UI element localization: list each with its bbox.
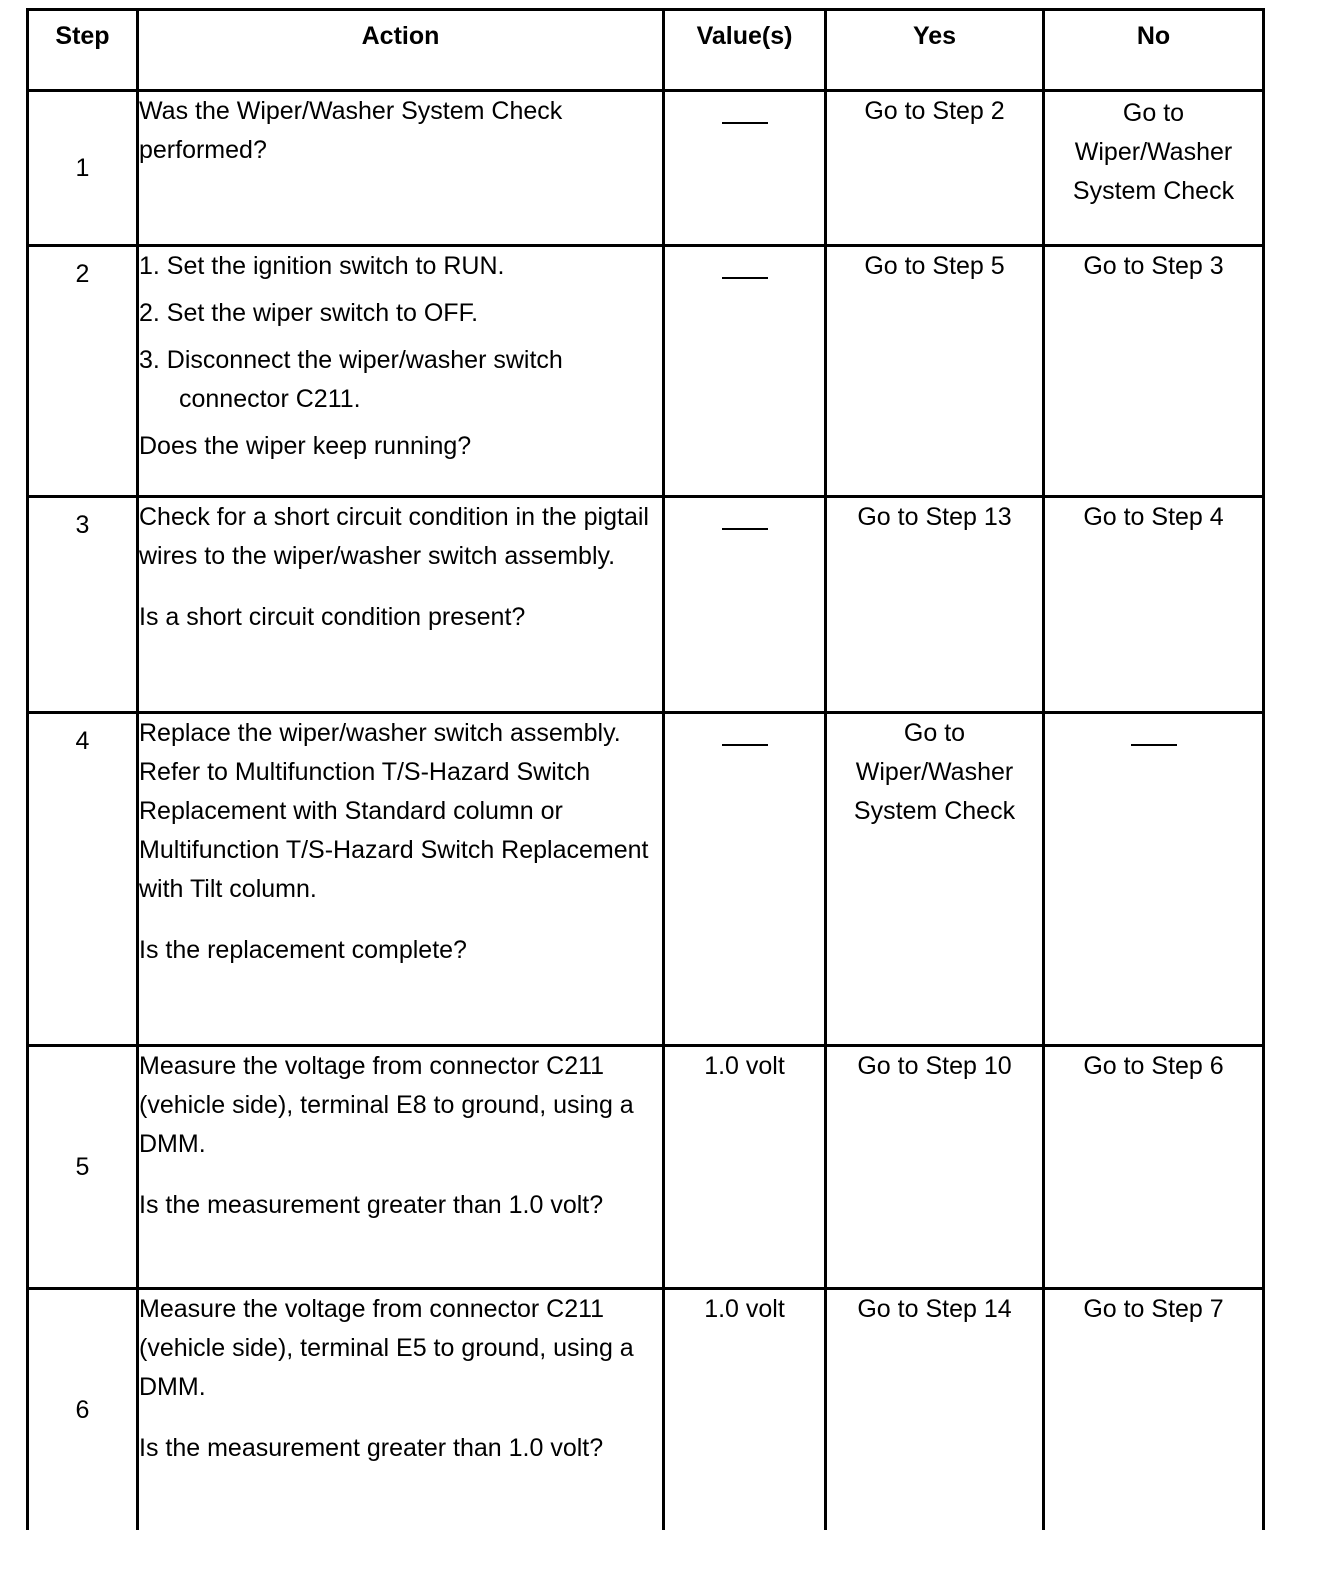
yes-cell: Go to Step 13 [826, 497, 1044, 713]
action-text: Check for a short circuit condition in the pigtail wires to the wiper/washer switch assembly. [139, 503, 649, 570]
action-text: Replace the wiper/washer switch assembly. Refer to Multifunction T/S-Hazard Switch Replacement with Standard column or Multifunction T/S-Hazard Switch Replacement with Tilt column. [139, 719, 649, 903]
table-row [28, 713, 1264, 1046]
step-number: 1 [28, 91, 138, 246]
step-number: 6 [28, 1289, 138, 1531]
value-cell [664, 713, 826, 1046]
action-list [139, 247, 662, 419]
value-dash [722, 277, 768, 279]
value-cell: 1.0 volt [664, 1289, 826, 1531]
step-number: 5 [28, 1046, 138, 1289]
action-cell [138, 713, 664, 1046]
value-cell [664, 91, 826, 246]
no-dash [1131, 744, 1177, 746]
yes-cell: Go to Step 14 [826, 1289, 1044, 1531]
action-question: Is the replacement complete? [139, 936, 467, 964]
step-number: 2 [28, 246, 138, 497]
header-action: Action [138, 10, 664, 91]
yes-cell: Go to Step 10 [826, 1046, 1044, 1289]
action-cell [138, 91, 664, 246]
header-row [28, 10, 1264, 91]
action-list-item: 1. Set the ignition switch to RUN. [139, 252, 505, 280]
action-question: Is the measurement greater than 1.0 volt? [139, 1434, 604, 1462]
no-cell: Go to Wiper/Washer System Check [1044, 91, 1264, 246]
action-question: Is the measurement greater than 1.0 volt? [139, 1191, 604, 1219]
yes-cell: Go to Step 2 [826, 91, 1044, 246]
action-text: Was the Wiper/Washer System Check performed? [139, 97, 563, 164]
table-row [28, 497, 1264, 713]
value-dash [722, 528, 768, 530]
action-cell [138, 1046, 664, 1289]
no-cell: Go to Step 3 [1044, 246, 1264, 497]
action-question: Is a short circuit condition present? [139, 603, 526, 631]
action-text: Measure the voltage from connector C211 (vehicle side), terminal E8 to ground, using a DMM. [139, 1052, 634, 1158]
yes-cell: Go to Step 5 [826, 246, 1044, 497]
yes-cell: Go to Wiper/Washer System Check [826, 713, 1044, 1046]
action-cell [138, 497, 664, 713]
table-row [28, 1289, 1264, 1531]
header-step: Step [28, 10, 138, 91]
no-cell: Go to Step 7 [1044, 1289, 1264, 1531]
action-list-item: 3. Disconnect the wiper/washer switch connector C211. [139, 346, 563, 413]
value-cell [664, 246, 826, 497]
value-cell: 1.0 volt [664, 1046, 826, 1289]
no-cell: Go to Step 6 [1044, 1046, 1264, 1289]
action-list-item: 2. Set the wiper switch to OFF. [139, 299, 479, 327]
diagnostic-table [26, 8, 1265, 1530]
action-question: Does the wiper keep running? [139, 432, 472, 460]
no-cell [1044, 713, 1264, 1046]
table-row [28, 91, 1264, 246]
step-number: 4 [28, 713, 138, 1046]
action-cell [138, 1289, 664, 1531]
table-row [28, 1046, 1264, 1289]
table-row [28, 246, 1264, 497]
action-text: Measure the voltage from connector C211 (vehicle side), terminal E5 to ground, using a DMM. [139, 1295, 634, 1401]
value-dash [722, 122, 768, 124]
value-dash [722, 744, 768, 746]
step-number: 3 [28, 497, 138, 713]
header-no: No [1044, 10, 1264, 91]
action-cell [138, 246, 664, 497]
value-cell [664, 497, 826, 713]
header-value: Value(s) [664, 10, 826, 91]
no-cell: Go to Step 4 [1044, 497, 1264, 713]
header-yes: Yes [826, 10, 1044, 91]
